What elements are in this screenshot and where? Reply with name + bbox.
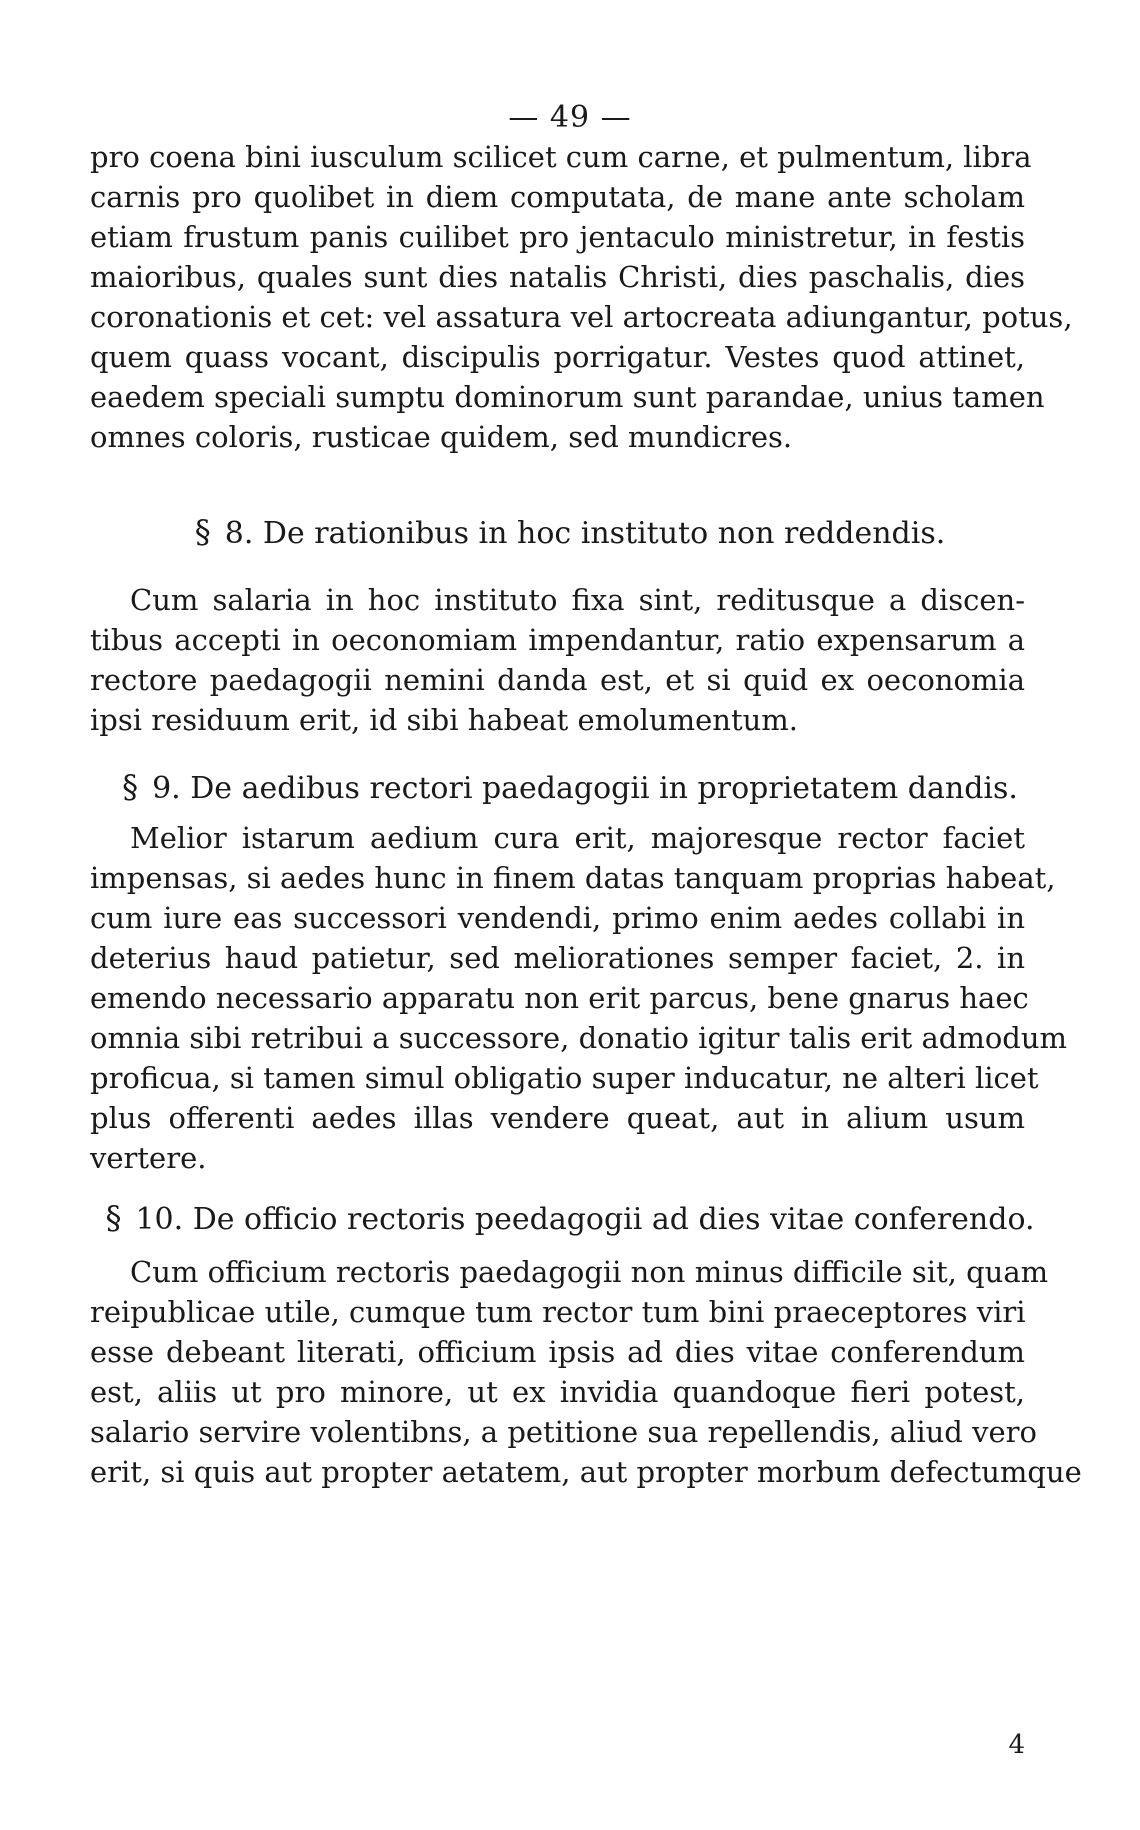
text-line: quem quass vocant, discipulis porrigatur. Vestes quod attinet, <box>90 340 1025 374</box>
section-symbol: § <box>105 1199 122 1237</box>
text-line: emendo necessario apparatu non erit parcus, bene gnarus haec <box>90 981 1029 1015</box>
text-line: omnes coloris, rusticae quidem, sed mundicres. <box>90 420 793 454</box>
text-line: salario servire volentibns, a petitione sua repellendis, aliud vero <box>90 1415 1037 1449</box>
text-line: etiam frustum panis cuilibet pro jentaculo ministretur, in festis <box>90 220 1025 254</box>
text-line: Cum officium rectoris paedagogii non minus difficile sit, quam <box>130 1255 1049 1289</box>
section-symbol: § <box>194 513 211 551</box>
page-number: — 49 — <box>508 100 632 135</box>
text-line: reipublicae utile, cumque tum rector tum bini praeceptores viri <box>90 1295 1026 1329</box>
text-line: impensas, si aedes hunc in finem datas tanquam proprias habeat, <box>90 861 1056 895</box>
text-line: vertere. <box>90 1141 207 1175</box>
signature-mark: 4 <box>1008 1730 1025 1760</box>
text-line: omnia sibi retribui a successore, donatio igitur talis erit admodum <box>90 1021 1068 1055</box>
text-line: erit, si quis aut propter aetatem, aut propter morbum defectumque <box>90 1455 1082 1489</box>
text-line: Melior istarum aedium cura erit, majoresque rector faciet <box>130 821 1025 855</box>
text-line: proficua, si tamen simul obligatio super inducatur, ne alteri licet <box>90 1061 1039 1095</box>
section-title: 9. De aedibus rectori paedagogii in proprietatem dandis. <box>152 771 1018 806</box>
text-line: carnis pro quolibet in diem computata, de mane ante scholam <box>90 180 1025 214</box>
section-heading-10 <box>0 1198 1140 1240</box>
text-line: coronationis et cet: vel assatura vel artocreata adiungantur, potus, <box>90 300 1073 334</box>
text-line: pro coena bini iusculum scilicet cum carne, et pulmentum, libra <box>90 140 1032 174</box>
text-line: esse debeant literati, officium ipsis ad dies vitae conferendum <box>90 1335 1025 1369</box>
text-line: rectore paedagogii nemini danda est, et si quid ex oeconomia <box>90 663 1025 697</box>
text-line: eaedem speciali sumptu dominorum sunt parandae, unius tamen <box>90 380 1045 414</box>
section-symbol: § <box>122 768 139 806</box>
section-title: 8. De rationibus in hoc instituto non reddendis. <box>224 516 946 551</box>
section-title: 10. De officio rectoris peedagogii ad dies vitae conferendo. <box>135 1202 1035 1237</box>
text-line: Cum salaria in hoc instituto fixa sint, reditusque a discen- <box>130 583 1025 617</box>
text-line: maioribus, quales sunt dies natalis Christi, dies paschalis, dies <box>90 260 1025 294</box>
text-line: cum iure eas successori vendendi, primo enim aedes collabi in <box>90 901 1025 935</box>
text-line: ipsi residuum erit, id sibi habeat emolumentum. <box>90 703 799 737</box>
text-line: deterius haud patietur, sed meliorationes semper faciet, 2. in <box>90 941 1025 975</box>
section-heading-8 <box>0 512 1140 554</box>
text-line: est, aliis ut pro minore, ut ex invidia quandoque fieri potest, <box>90 1375 1025 1409</box>
text-line: tibus accepti in oeconomiam impendantur, ratio expensarum a <box>90 623 1025 657</box>
text-line: plus offerenti aedes illas vendere queat, aut in alium usum <box>90 1101 1025 1135</box>
section-heading-9 <box>0 767 1140 809</box>
